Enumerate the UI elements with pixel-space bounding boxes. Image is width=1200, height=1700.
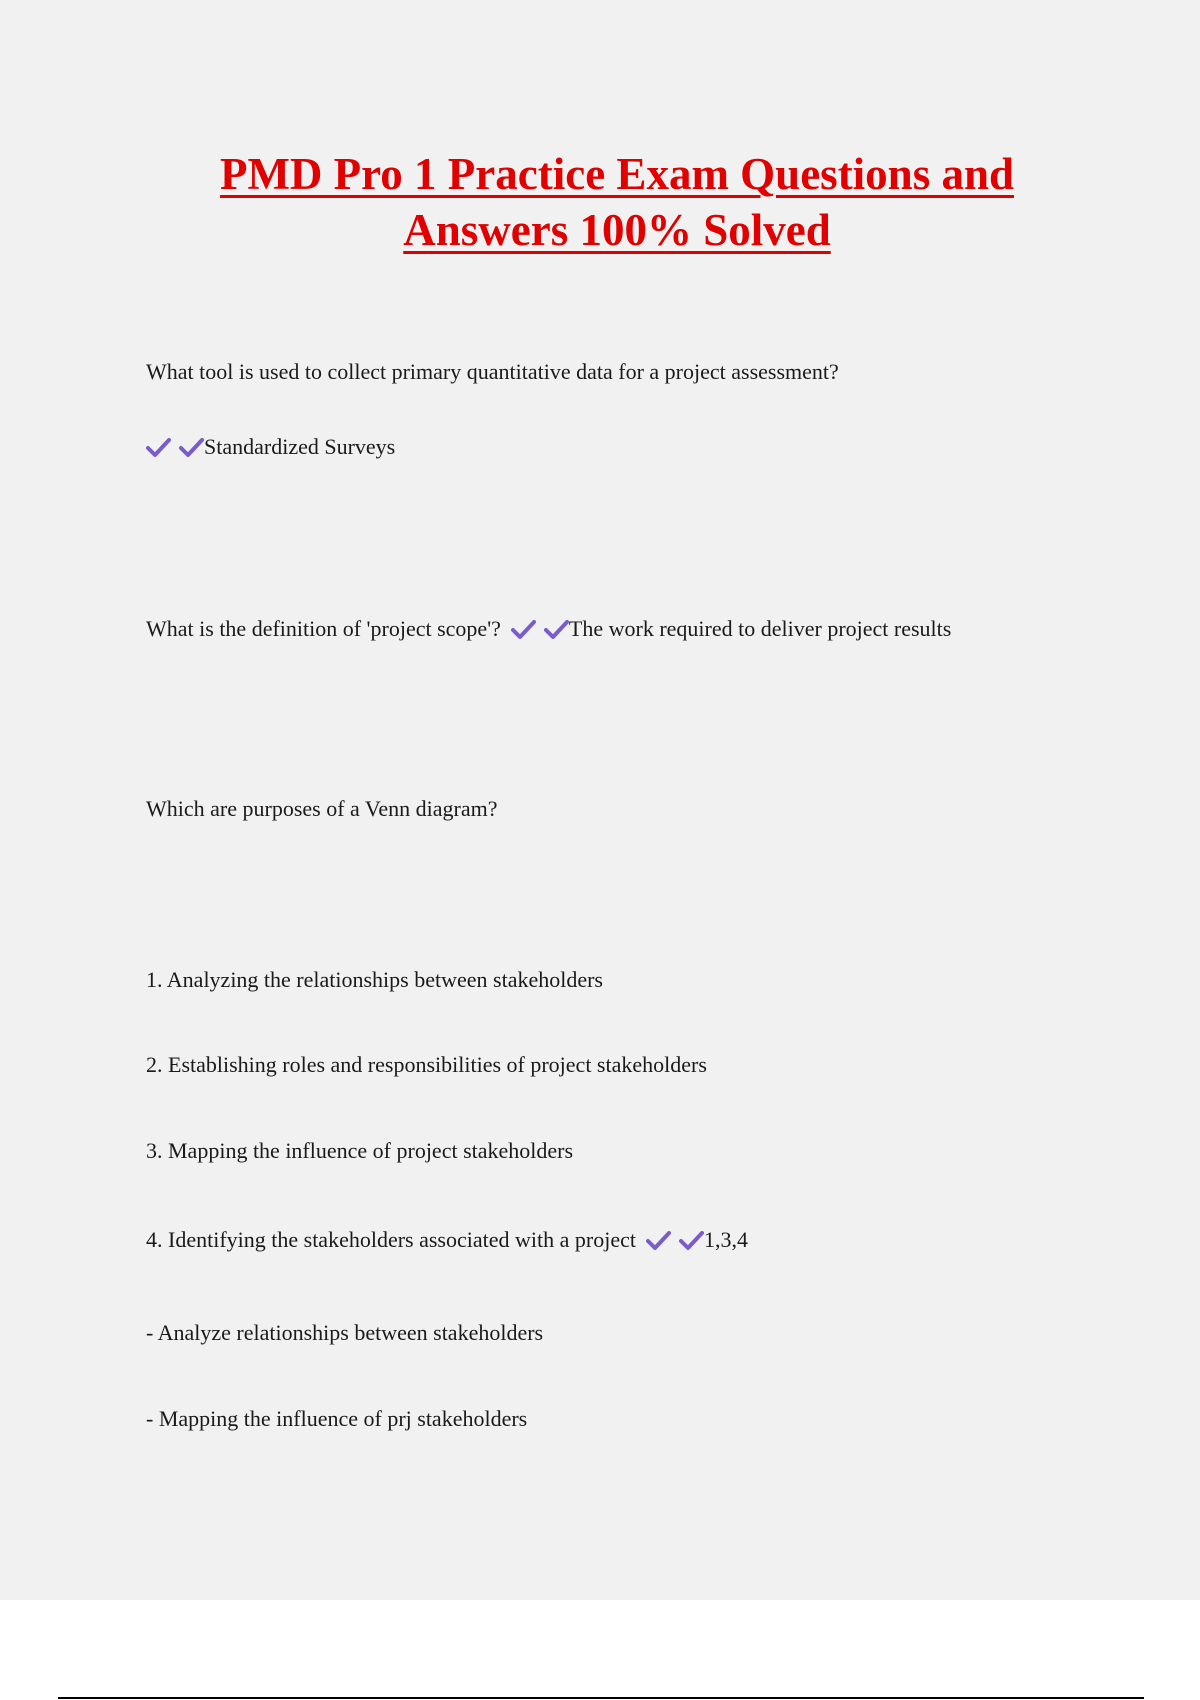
option-text: 3. Mapping the influence of project stakeholders bbox=[146, 1138, 574, 1163]
note-2 bbox=[146, 1405, 527, 1433]
question-text: What tool is used to collect primary quantitative data for a project assessment? bbox=[146, 359, 839, 384]
answer-1 bbox=[146, 433, 395, 461]
option-text: 2. Establishing roles and responsibilities of project stakeholders bbox=[146, 1052, 707, 1077]
answer-text: Standardized Surveys bbox=[204, 434, 396, 459]
title-line-1: PMD Pro 1 Practice Exam Questions and bbox=[219, 149, 1015, 199]
option-4 bbox=[146, 1226, 748, 1254]
note-text: - Analyze relationships between stakeholders bbox=[146, 1320, 544, 1345]
title-line-2: Answers 100% Solved bbox=[403, 205, 831, 255]
question-text: Which are purposes of a Venn diagram? bbox=[146, 796, 498, 821]
option-1 bbox=[146, 966, 603, 994]
check-icon bbox=[179, 436, 204, 458]
check-icon bbox=[511, 618, 536, 640]
note-1 bbox=[146, 1319, 543, 1347]
option-3 bbox=[146, 1137, 573, 1165]
option-text: 1. Analyzing the relationships between stakeholders bbox=[146, 967, 603, 992]
option-2 bbox=[146, 1051, 707, 1079]
question-text: What is the definition of 'project scope'? bbox=[146, 616, 501, 641]
check-icon bbox=[146, 436, 171, 458]
answer-text: The work required to deliver project results bbox=[568, 616, 952, 641]
note-text: - Mapping the influence of prj stakeholders bbox=[146, 1406, 528, 1431]
check-icon bbox=[646, 1229, 671, 1251]
footer-divider bbox=[58, 1697, 1144, 1699]
option-text: 4. Identifying the stakeholders associated with a project bbox=[146, 1227, 636, 1252]
check-icon bbox=[544, 618, 569, 640]
question-3 bbox=[146, 795, 497, 823]
question-2 bbox=[146, 615, 951, 643]
answer-text: 1,3,4 bbox=[703, 1227, 748, 1252]
document-title bbox=[0, 146, 1200, 258]
question-1 bbox=[146, 358, 839, 386]
check-icon bbox=[679, 1229, 704, 1251]
